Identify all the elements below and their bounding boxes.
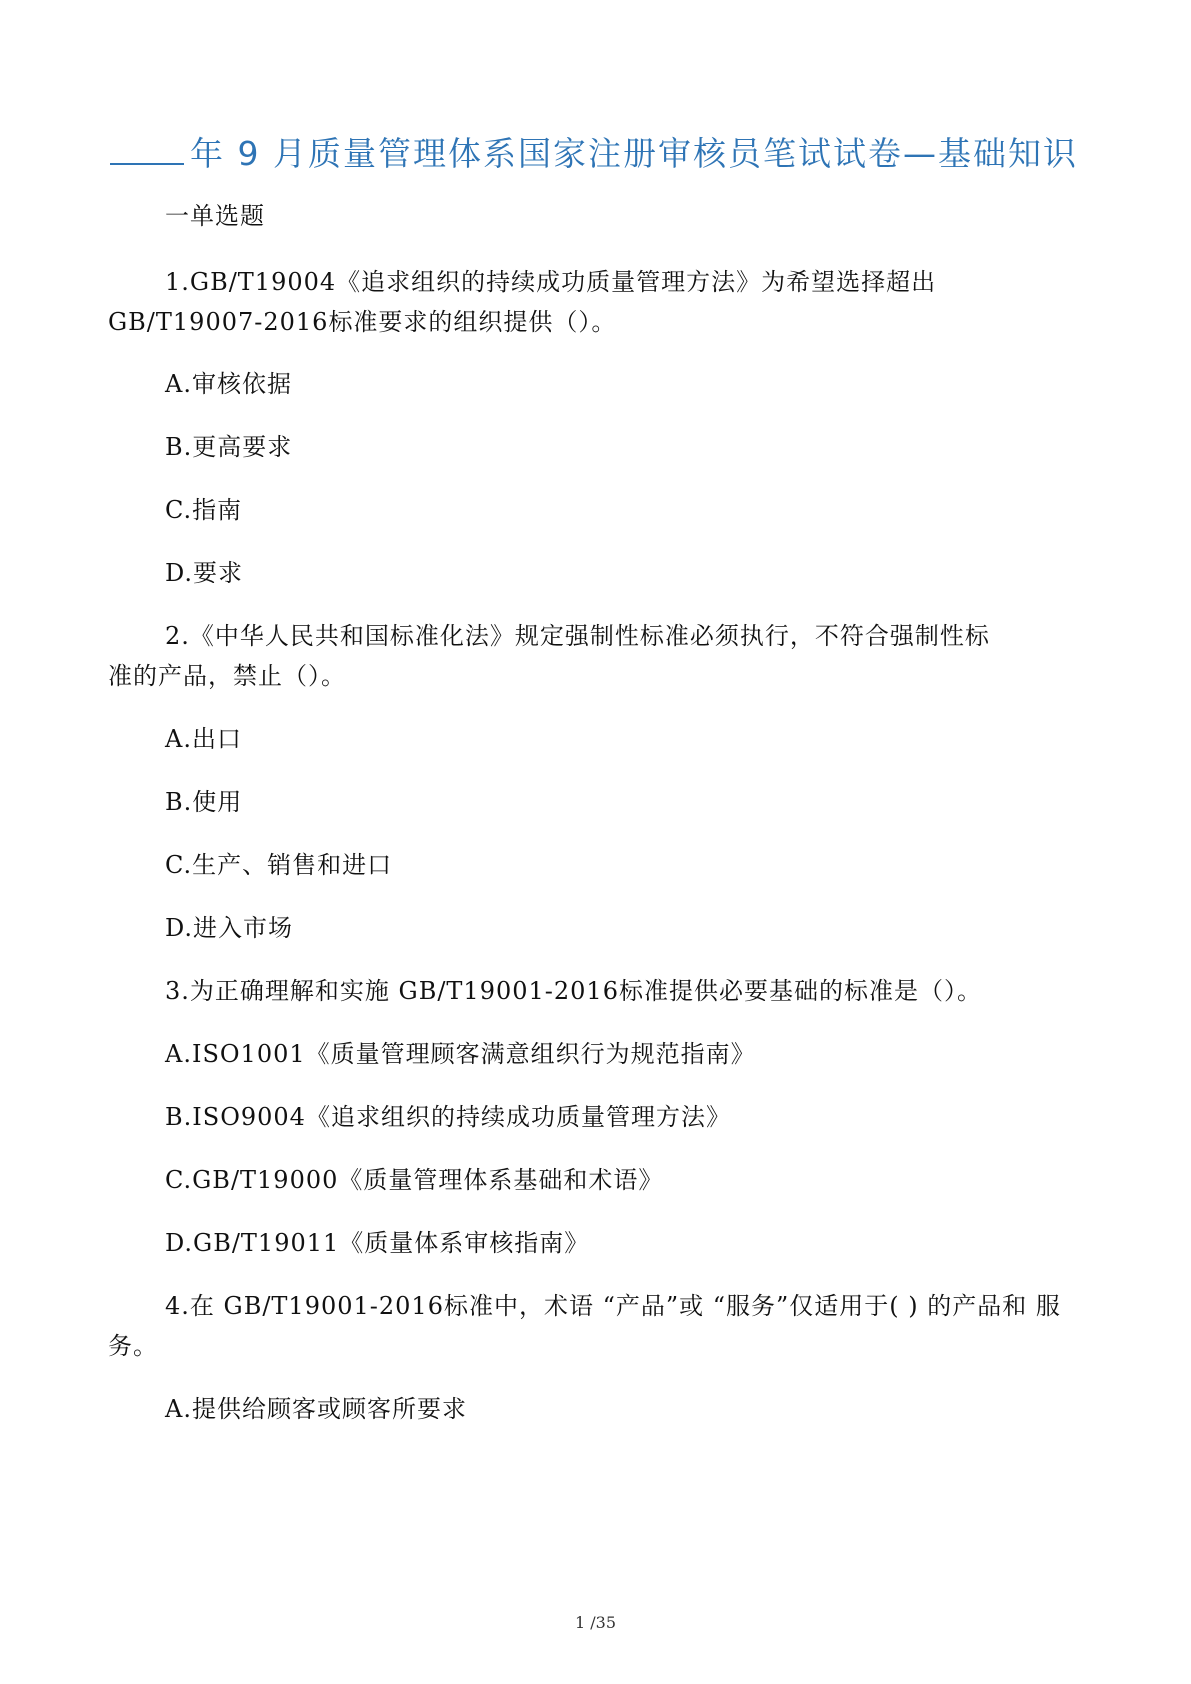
question-1-option-a: A.审核依据	[165, 370, 292, 398]
question-1-option-c: C.指南	[165, 496, 243, 524]
question-3-option-a: A.ISO1001《质量管理顾客满意组织行为规范指南》	[165, 1040, 756, 1068]
question-3-option-c: C.GB/T19000《质量管理体系基础和术语》	[165, 1166, 664, 1194]
question-1-line-2: GB/T19007-2016标准要求的组织提供（）。	[108, 308, 617, 336]
question-2-option-a: A.出口	[165, 725, 242, 753]
question-1-option-d: D.要求	[165, 559, 244, 587]
title-text: 年 9 月质量管理体系国家注册审核员笔试试卷—基础知识	[190, 134, 1078, 173]
question-2-option-b: B.使用	[165, 788, 243, 816]
question-3-option-d: D.GB/T19011《质量体系审核指南》	[165, 1229, 590, 1257]
question-2-line-1: 2.《中华人民共和国标准化法》规定强制性标准必须执行，不符合强制性标	[165, 622, 990, 650]
question-2-option-d: D.进入市场	[165, 914, 294, 942]
section-heading: 一单选题	[165, 202, 265, 230]
question-4-line-1: 4.在 GB/T19001-2016标准中，术语 “产品”或 “服务”仅适用于( ) 的产品和 服	[165, 1292, 1061, 1320]
question-2-option-c: C.生产、销售和进口	[165, 851, 393, 879]
question-3-line-1: 3.为正确理解和实施 GB/T19001-2016标准提供必要基础的标准是（）。	[165, 977, 982, 1005]
page-number: 1 /35	[574, 1613, 616, 1632]
page-title	[110, 128, 1110, 175]
question-1-line-1: 1.GB/T19004《追求组织的持续成功质量管理方法》为希望选择超出	[165, 268, 937, 296]
title-blank-underline	[110, 139, 184, 165]
question-4-line-2: 务。	[108, 1332, 158, 1360]
question-1-option-b: B.更高要求	[165, 433, 293, 461]
question-2-line-2: 准的产品，禁止（）。	[108, 662, 346, 690]
question-3-option-b: B.ISO9004《追求组织的持续成功质量管理方法》	[165, 1103, 731, 1131]
question-4-option-a: A.提供给顾客或顾客所要求	[165, 1395, 467, 1423]
